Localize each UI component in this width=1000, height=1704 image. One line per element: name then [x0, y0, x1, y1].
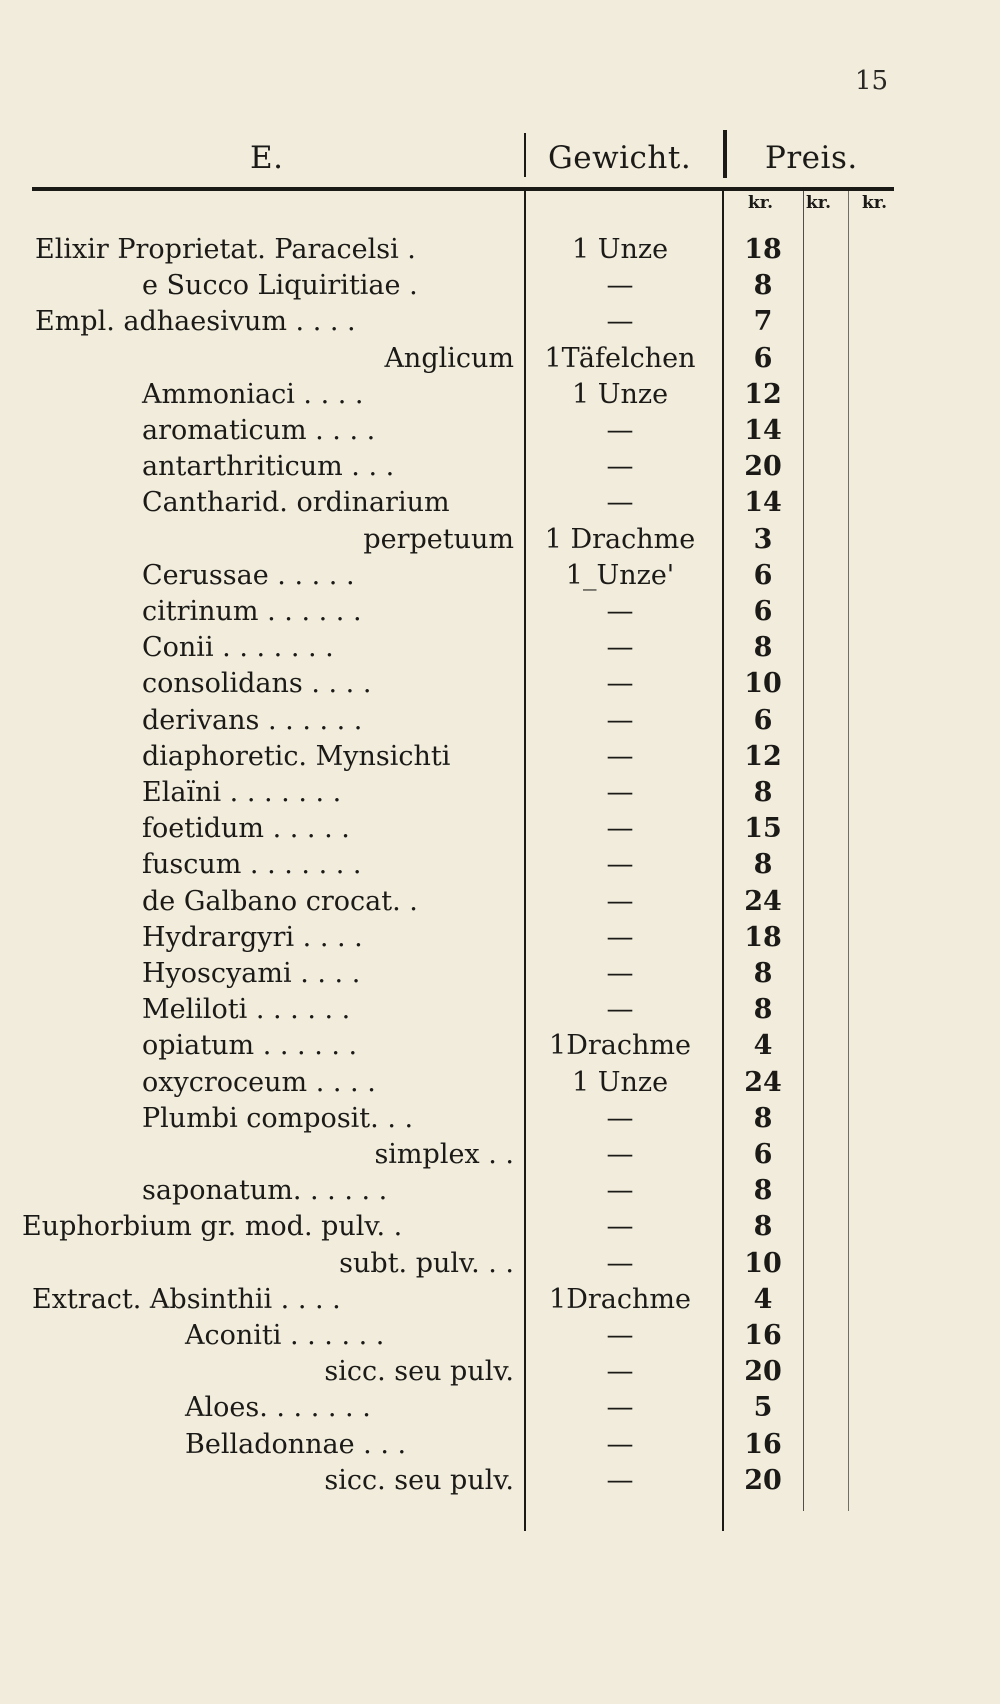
item-weight: 1 Unze: [571, 378, 669, 410]
table-row: [0, 1101, 1000, 1137]
item-price: 14: [744, 415, 782, 446]
item-name: saponatum. . . . . .: [142, 1175, 388, 1207]
item-weight: —: [606, 994, 634, 1026]
table-row: [0, 1065, 1000, 1101]
item-weight: —: [606, 849, 634, 881]
table-row: [0, 1318, 1000, 1354]
item-name: de Galbano crocat. .: [142, 885, 418, 917]
table-row: [0, 811, 1000, 847]
item-weight: —: [606, 1139, 634, 1170]
item-price: 6: [753, 342, 773, 374]
item-weight: —: [606, 1247, 634, 1279]
item-name: Hyoscyami . . . .: [142, 958, 361, 989]
item-price: 20: [744, 451, 782, 483]
item-name: Extract. Absinthii . . . .: [32, 1283, 341, 1315]
item-price: 5: [753, 1392, 773, 1424]
item-weight: —: [606, 958, 634, 989]
item-name: oxycroceum . . . .: [142, 1066, 376, 1098]
item-price: 8: [753, 849, 773, 881]
table-row: [0, 884, 1000, 920]
item-name: Hydrargyri . . . .: [142, 921, 363, 953]
item-weight: —: [606, 1392, 634, 1424]
item-weight: —: [606, 632, 634, 664]
item-weight: 1Drachme: [549, 1030, 691, 1062]
item-weight: —: [606, 1356, 634, 1388]
item-name: Euphorbium gr. mod. pulv. .: [22, 1211, 403, 1243]
item-weight: —: [606, 921, 634, 953]
item-price: 12: [744, 378, 782, 410]
item-price: 10: [744, 1247, 782, 1279]
table-row: [0, 1390, 1000, 1426]
item-weight: —: [606, 306, 634, 338]
item-price: 4: [753, 1030, 773, 1062]
table-row: [0, 992, 1000, 1028]
item-weight: 1 Unze: [571, 1066, 669, 1098]
item-price: 20: [744, 1356, 782, 1388]
item-name: perpetuum: [363, 523, 514, 555]
item-weight: —: [606, 1428, 634, 1460]
item-weight: 1Täfelchen: [544, 342, 696, 374]
item-price: 8: [753, 270, 773, 302]
item-weight: —: [606, 1320, 634, 1351]
unit-label-kr-2: kr.: [806, 193, 832, 213]
item-price: 24: [744, 885, 782, 917]
item-name: e Succo Liquiritiae .: [142, 270, 418, 302]
table-row: [0, 449, 1000, 485]
table-row: [0, 703, 1000, 739]
header-divider-2: [723, 130, 727, 178]
item-name: sicc. seu pulv.: [324, 1464, 514, 1496]
item-price: 20: [744, 1464, 782, 1496]
item-weight: —: [606, 596, 634, 627]
header-rule: [32, 187, 894, 191]
item-price: 14: [744, 487, 782, 519]
price-column-header: Preis.: [765, 140, 858, 176]
item-weight: —: [606, 777, 634, 808]
item-weight: —: [606, 813, 634, 845]
item-name: Cantharid. ordinarium: [142, 487, 450, 519]
item-name: Elaïni . . . . . . .: [142, 777, 342, 808]
table-row: [0, 920, 1000, 956]
item-name: Belladonnae . . .: [185, 1428, 407, 1460]
item-name: Cerussae . . . . .: [142, 559, 355, 591]
item-price: 16: [744, 1428, 782, 1460]
item-price: 16: [744, 1320, 782, 1351]
item-name: antarthriticum . . .: [142, 451, 395, 483]
table-row: [0, 775, 1000, 811]
table-row: [0, 1209, 1000, 1245]
item-name: citrinum . . . . . .: [142, 596, 362, 627]
item-price: 7: [753, 306, 773, 338]
item-price: 8: [753, 1211, 773, 1243]
item-price: 24: [744, 1066, 782, 1098]
item-price: 12: [744, 740, 782, 772]
item-price: 8: [753, 1175, 773, 1207]
table-row: [0, 1282, 1000, 1318]
item-price: 15: [744, 813, 782, 845]
item-price: 18: [744, 921, 782, 953]
item-name: diaphoretic. Mynsichti: [142, 740, 451, 772]
item-price: 6: [753, 704, 773, 736]
table-row: [0, 1246, 1000, 1282]
table-row: [0, 1137, 1000, 1173]
item-weight: —: [606, 270, 634, 302]
item-weight: —: [606, 1102, 634, 1134]
item-price: 8: [753, 958, 773, 989]
table-row: [0, 1463, 1000, 1499]
item-price: 10: [744, 668, 782, 700]
item-weight: —: [606, 668, 634, 700]
table-row: [0, 558, 1000, 594]
table-row: [0, 1354, 1000, 1390]
item-price: 18: [744, 234, 782, 265]
item-price: 8: [753, 994, 773, 1026]
item-name: consolidans . . . .: [142, 668, 372, 700]
item-price: 8: [753, 632, 773, 664]
item-name: Conii . . . . . . .: [142, 632, 334, 664]
item-name: opiatum . . . . . .: [142, 1030, 358, 1062]
table-row: [0, 594, 1000, 630]
table-row: [0, 1427, 1000, 1463]
section-header: E.: [250, 140, 284, 176]
item-name: Anglicum: [384, 342, 514, 374]
item-name: aromaticum . . . .: [142, 415, 376, 446]
table-row: [0, 268, 1000, 304]
table-row: [0, 1173, 1000, 1209]
item-weight: —: [606, 415, 634, 446]
item-weight: 1 Drachme: [544, 523, 696, 555]
item-weight: —: [606, 1464, 634, 1496]
table-row: [0, 666, 1000, 702]
item-weight: —: [606, 1211, 634, 1243]
header-divider-1: [524, 133, 526, 177]
item-name: subt. pulv. . .: [339, 1247, 514, 1279]
item-name: derivans . . . . . .: [142, 704, 363, 736]
item-weight: —: [606, 487, 634, 519]
table-row: [0, 956, 1000, 992]
table-row: [0, 232, 1000, 268]
item-weight: —: [606, 704, 634, 736]
item-price: 6: [753, 596, 773, 627]
table-row: [0, 1028, 1000, 1064]
table-row: [0, 377, 1000, 413]
table-row: [0, 630, 1000, 666]
item-name: sicc. seu pulv.: [324, 1356, 514, 1388]
unit-label-kr-3: kr.: [862, 193, 888, 213]
item-weight: 1 Unze: [571, 234, 669, 265]
item-name: Plumbi composit. . .: [142, 1102, 414, 1134]
item-name: Empl. adhaesivum . . . .: [35, 306, 356, 338]
item-name: foetidum . . . . .: [142, 813, 350, 845]
item-name: simplex . .: [374, 1139, 514, 1170]
table-row: [0, 739, 1000, 775]
item-name: Aloes. . . . . . .: [185, 1392, 371, 1424]
item-price: 4: [753, 1283, 773, 1315]
item-weight: —: [606, 1175, 634, 1207]
item-price: 6: [753, 1139, 773, 1170]
item-name: Meliloti . . . . . .: [142, 994, 351, 1026]
item-name: fuscum . . . . . . .: [142, 849, 362, 881]
table-row: [0, 847, 1000, 883]
item-name: Elixir Proprietat. Paracelsi .: [35, 234, 416, 265]
table-row: [0, 522, 1000, 558]
item-name: Ammoniaci . . . .: [142, 378, 364, 410]
item-weight: —: [606, 885, 634, 917]
item-weight: 1_Unze': [565, 559, 675, 591]
item-price: 3: [753, 523, 773, 555]
table-row: [0, 341, 1000, 377]
item-price: 8: [753, 777, 773, 808]
item-price: 8: [753, 1102, 773, 1134]
weight-column-header: Gewicht.: [548, 140, 692, 176]
item-weight: 1Drachme: [549, 1283, 691, 1315]
item-name: Aconiti . . . . . .: [185, 1320, 385, 1351]
table-row: [0, 485, 1000, 521]
item-weight: —: [606, 451, 634, 483]
unit-label-kr-1: kr.: [748, 193, 774, 213]
item-weight: —: [606, 740, 634, 772]
page-number: 15: [855, 66, 889, 96]
table-row: [0, 304, 1000, 340]
item-price: 6: [753, 559, 773, 591]
table-row: [0, 413, 1000, 449]
